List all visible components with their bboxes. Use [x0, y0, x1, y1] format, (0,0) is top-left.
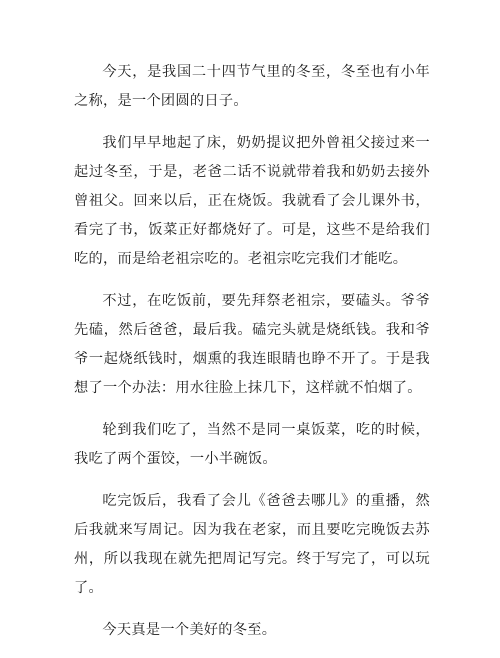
paragraph-2: 我们早早地起了床，奶奶提议把外曾祖父接过来一起过冬至，于是，老爸二话不说就带着我和奶奶去接外曾祖父。回来以后，正在烧饭。我就看了会儿课外书，看完了书，饭菜正好都烧好了。可是，这些不是给我们吃的，而是给老祖宗吃的。老祖宗吃完我们才能吃。	[74, 135, 430, 267]
paragraph-3: 不过，在吃饭前，要先拜祭老祖宗，要磕头。爷爷先磕，然后爸爸，最后我。磕完头就是烧纸钱。我和爷爷一起烧纸钱时，烟熏的我连眼睛也睁不开了。于是我想了一个办法：用水往脸上抹几下，这样就不怕烟了。	[74, 293, 430, 396]
paragraph-5: 吃完饭后，我看了会儿《爸爸去哪儿》的重播，然后我就来写周记。因为我在老家，而且要吃完晚饭去苏州，所以我现在就先把周记写完。终于写完了，可以玩了。	[74, 493, 430, 596]
document-body	[74, 58, 430, 658]
paragraph-4: 轮到我们吃了，当然不是同一桌饭菜，吃的时候，我吃了两个蛋饺，一小半碗饭。	[74, 422, 430, 467]
paragraph-6: 今天真是一个美好的冬至。	[102, 622, 277, 638]
paragraph-1: 今天，是我国二十四节气里的冬至，冬至也有小年之称，是一个团圆的日子。	[74, 64, 430, 109]
